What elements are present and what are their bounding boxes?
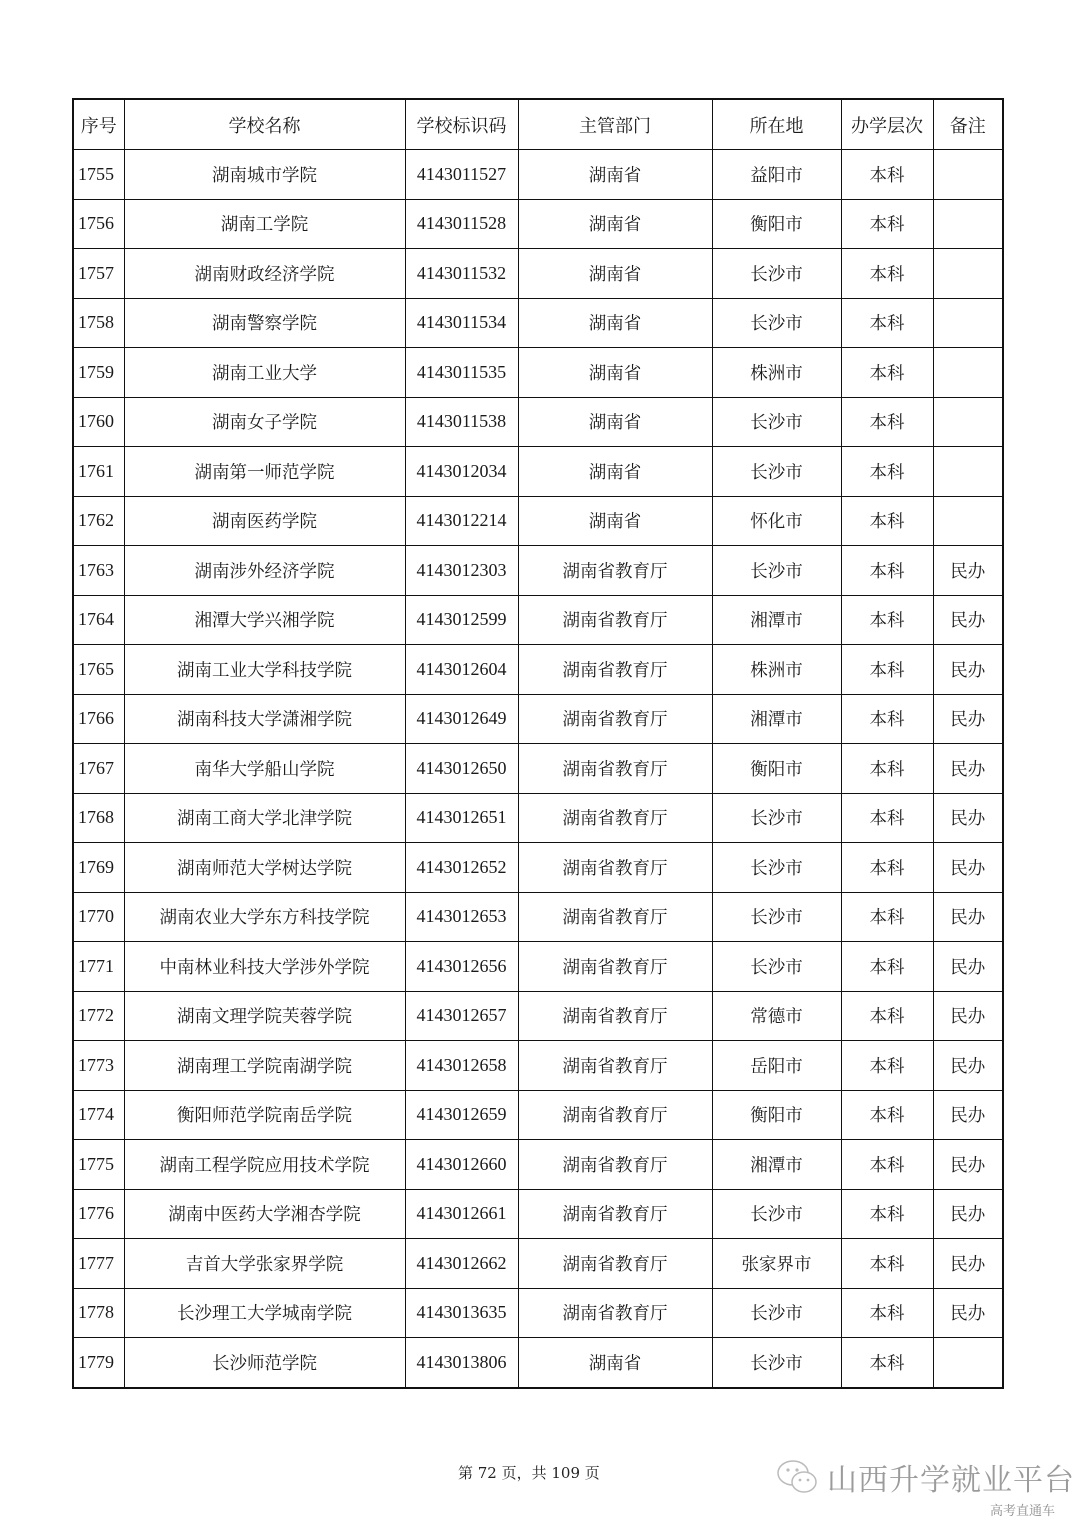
cell-school-code: 4143012657	[405, 991, 518, 1041]
cell-school-code: 4143012652	[405, 843, 518, 893]
cell-authority: 湖南省教育厅	[518, 843, 712, 893]
cell-school-name: 湖南农业大学东方科技学院	[124, 892, 405, 942]
cell-school-name: 湖南文理学院芙蓉学院	[124, 991, 405, 1041]
cell-school-code: 4143012658	[405, 1041, 518, 1091]
cell-location: 衡阳市	[712, 199, 841, 249]
cell-index: 1758	[73, 298, 124, 348]
cell-school-code: 4143012599	[405, 595, 518, 645]
table-row	[73, 645, 1003, 695]
cell-school-name: 湖南工学院	[124, 199, 405, 249]
cell-authority: 湖南省教育厅	[518, 942, 712, 992]
cell-location: 株洲市	[712, 348, 841, 398]
cell-level: 本科	[841, 744, 933, 794]
cell-authority: 湖南省	[518, 249, 712, 299]
cell-remarks: 民办	[933, 1090, 1003, 1140]
cell-school-code: 4143011532	[405, 249, 518, 299]
cell-authority: 湖南省	[518, 397, 712, 447]
cell-level: 本科	[841, 793, 933, 843]
cell-authority: 湖南省教育厅	[518, 744, 712, 794]
table-body	[73, 150, 1003, 1388]
cell-level: 本科	[841, 1288, 933, 1338]
cell-level: 本科	[841, 199, 933, 249]
cell-school-code: 4143012660	[405, 1140, 518, 1190]
cell-location: 长沙市	[712, 397, 841, 447]
cell-index: 1764	[73, 595, 124, 645]
cell-school-name: 湖南女子学院	[124, 397, 405, 447]
cell-level: 本科	[841, 1090, 933, 1140]
cell-school-name: 吉首大学张家界学院	[124, 1239, 405, 1289]
table-row	[73, 397, 1003, 447]
cell-remarks: 民办	[933, 744, 1003, 794]
cell-remarks	[933, 199, 1003, 249]
cell-level: 本科	[841, 1239, 933, 1289]
cell-school-name: 湘潭大学兴湘学院	[124, 595, 405, 645]
cell-remarks	[933, 447, 1003, 497]
cell-school-code: 4143011528	[405, 199, 518, 249]
cell-level: 本科	[841, 991, 933, 1041]
cell-remarks: 民办	[933, 1288, 1003, 1338]
cell-location: 岳阳市	[712, 1041, 841, 1091]
cell-remarks	[933, 348, 1003, 398]
cell-school-name: 湖南中医药大学湘杏学院	[124, 1189, 405, 1239]
cell-index: 1755	[73, 150, 124, 200]
table-row	[73, 546, 1003, 596]
cell-index: 1779	[73, 1338, 124, 1388]
cell-index: 1775	[73, 1140, 124, 1190]
cell-authority: 湖南省教育厅	[518, 1090, 712, 1140]
table-row	[73, 1041, 1003, 1091]
cell-index: 1777	[73, 1239, 124, 1289]
cell-school-name: 南华大学船山学院	[124, 744, 405, 794]
table-row	[73, 793, 1003, 843]
table-row	[73, 1189, 1003, 1239]
cell-index: 1765	[73, 645, 124, 695]
cell-authority: 湖南省教育厅	[518, 892, 712, 942]
watermark-title: 山西升学就业平台	[827, 1463, 1075, 1498]
header-school-name: 学校名称	[124, 99, 405, 150]
cell-school-code: 4143012651	[405, 793, 518, 843]
cell-index: 1772	[73, 991, 124, 1041]
cell-school-name: 湖南工业大学科技学院	[124, 645, 405, 695]
cell-authority: 湖南省	[518, 199, 712, 249]
table-row	[73, 447, 1003, 497]
table-row	[73, 942, 1003, 992]
cell-school-name: 湖南警察学院	[124, 298, 405, 348]
cell-level: 本科	[841, 348, 933, 398]
header-location: 所在地	[712, 99, 841, 150]
cell-school-name: 湖南财政经济学院	[124, 249, 405, 299]
table-row	[73, 150, 1003, 200]
cell-location: 长沙市	[712, 843, 841, 893]
cell-remarks: 民办	[933, 793, 1003, 843]
cell-school-code: 4143012661	[405, 1189, 518, 1239]
cell-index: 1776	[73, 1189, 124, 1239]
cell-level: 本科	[841, 645, 933, 695]
header-authority: 主管部门	[518, 99, 712, 150]
table-row	[73, 496, 1003, 546]
cell-authority: 湖南省教育厅	[518, 1288, 712, 1338]
cell-remarks: 民办	[933, 546, 1003, 596]
cell-index: 1757	[73, 249, 124, 299]
cell-authority: 湖南省教育厅	[518, 1239, 712, 1289]
cell-level: 本科	[841, 843, 933, 893]
cell-remarks: 民办	[933, 645, 1003, 695]
wechat-icon	[775, 1457, 821, 1497]
cell-authority: 湖南省教育厅	[518, 793, 712, 843]
cell-location: 长沙市	[712, 1189, 841, 1239]
header-index: 序号	[73, 99, 124, 150]
table-row	[73, 249, 1003, 299]
cell-index: 1769	[73, 843, 124, 893]
cell-level: 本科	[841, 892, 933, 942]
cell-school-name: 湖南科技大学潇湘学院	[124, 694, 405, 744]
cell-school-code: 4143013806	[405, 1338, 518, 1388]
cell-level: 本科	[841, 496, 933, 546]
header-remarks: 备注	[933, 99, 1003, 150]
cell-school-code: 4143012214	[405, 496, 518, 546]
cell-school-code: 4143012656	[405, 942, 518, 992]
cell-location: 长沙市	[712, 546, 841, 596]
cell-level: 本科	[841, 942, 933, 992]
cell-location: 常德市	[712, 991, 841, 1041]
table-row	[73, 694, 1003, 744]
cell-school-code: 4143011538	[405, 397, 518, 447]
cell-authority: 湖南省	[518, 348, 712, 398]
cell-authority: 湖南省教育厅	[518, 546, 712, 596]
cell-location: 张家界市	[712, 1239, 841, 1289]
cell-level: 本科	[841, 298, 933, 348]
table-header-row	[73, 99, 1003, 150]
cell-school-name: 湖南涉外经济学院	[124, 546, 405, 596]
cell-school-name: 湖南理工学院南湖学院	[124, 1041, 405, 1091]
cell-index: 1760	[73, 397, 124, 447]
cell-location: 长沙市	[712, 1288, 841, 1338]
table-row	[73, 991, 1003, 1041]
table-row	[73, 1140, 1003, 1190]
cell-school-code: 4143011534	[405, 298, 518, 348]
cell-school-name: 湖南医药学院	[124, 496, 405, 546]
cell-level: 本科	[841, 397, 933, 447]
cell-remarks: 民办	[933, 1189, 1003, 1239]
cell-school-name: 中南林业科技大学涉外学院	[124, 942, 405, 992]
cell-location: 长沙市	[712, 1338, 841, 1388]
cell-school-code: 4143013635	[405, 1288, 518, 1338]
cell-location: 长沙市	[712, 249, 841, 299]
cell-authority: 湖南省	[518, 1338, 712, 1388]
cell-authority: 湖南省教育厅	[518, 1041, 712, 1091]
cell-index: 1759	[73, 348, 124, 398]
table-row	[73, 1288, 1003, 1338]
header-school-code: 学校标识码	[405, 99, 518, 150]
cell-location: 长沙市	[712, 298, 841, 348]
cell-index: 1778	[73, 1288, 124, 1338]
cell-authority: 湖南省教育厅	[518, 645, 712, 695]
cell-school-name: 湖南第一师范学院	[124, 447, 405, 497]
cell-school-code: 4143011527	[405, 150, 518, 200]
cell-school-code: 4143012653	[405, 892, 518, 942]
cell-authority: 湖南省	[518, 447, 712, 497]
cell-index: 1774	[73, 1090, 124, 1140]
cell-remarks: 民办	[933, 1239, 1003, 1289]
cell-index: 1767	[73, 744, 124, 794]
cell-level: 本科	[841, 249, 933, 299]
table-row	[73, 1239, 1003, 1289]
table-row	[73, 199, 1003, 249]
cell-index: 1768	[73, 793, 124, 843]
cell-index: 1756	[73, 199, 124, 249]
cell-level: 本科	[841, 546, 933, 596]
cell-index: 1771	[73, 942, 124, 992]
cell-remarks: 民办	[933, 843, 1003, 893]
cell-school-name: 长沙理工大学城南学院	[124, 1288, 405, 1338]
table-row	[73, 744, 1003, 794]
cell-location: 湘潭市	[712, 1140, 841, 1190]
page-number: 第 72 页，共 109 页	[458, 1464, 600, 1482]
cell-school-code: 4143011535	[405, 348, 518, 398]
cell-location: 湘潭市	[712, 694, 841, 744]
watermark-subtitle: 高考直通车	[990, 1504, 1056, 1519]
cell-remarks: 民办	[933, 595, 1003, 645]
cell-remarks: 民办	[933, 892, 1003, 942]
cell-authority: 湖南省教育厅	[518, 694, 712, 744]
cell-location: 长沙市	[712, 447, 841, 497]
table-row	[73, 595, 1003, 645]
cell-remarks: 民办	[933, 942, 1003, 992]
cell-authority: 湖南省	[518, 150, 712, 200]
cell-index: 1766	[73, 694, 124, 744]
cell-remarks: 民办	[933, 1140, 1003, 1190]
school-list-table	[72, 98, 1004, 1389]
table-row	[73, 892, 1003, 942]
table-row	[73, 1338, 1003, 1388]
cell-level: 本科	[841, 694, 933, 744]
cell-school-code: 4143012604	[405, 645, 518, 695]
cell-remarks	[933, 150, 1003, 200]
cell-level: 本科	[841, 1338, 933, 1388]
cell-level: 本科	[841, 595, 933, 645]
table-row	[73, 1090, 1003, 1140]
cell-authority: 湖南省教育厅	[518, 595, 712, 645]
cell-level: 本科	[841, 150, 933, 200]
cell-remarks: 民办	[933, 991, 1003, 1041]
cell-level: 本科	[841, 447, 933, 497]
cell-remarks	[933, 1338, 1003, 1388]
cell-index: 1770	[73, 892, 124, 942]
table-row	[73, 298, 1003, 348]
cell-school-name: 湖南城市学院	[124, 150, 405, 200]
cell-authority: 湖南省教育厅	[518, 1140, 712, 1190]
cell-remarks	[933, 249, 1003, 299]
cell-level: 本科	[841, 1140, 933, 1190]
cell-remarks	[933, 298, 1003, 348]
cell-authority: 湖南省	[518, 298, 712, 348]
cell-location: 益阳市	[712, 150, 841, 200]
cell-school-name: 湖南工商大学北津学院	[124, 793, 405, 843]
cell-authority: 湖南省教育厅	[518, 991, 712, 1041]
cell-location: 长沙市	[712, 892, 841, 942]
cell-school-code: 4143012303	[405, 546, 518, 596]
cell-school-name: 长沙师范学院	[124, 1338, 405, 1388]
table-row	[73, 843, 1003, 893]
cell-school-name: 湖南师范大学树达学院	[124, 843, 405, 893]
cell-level: 本科	[841, 1041, 933, 1091]
cell-school-name: 湖南工业大学	[124, 348, 405, 398]
cell-school-code: 4143012662	[405, 1239, 518, 1289]
cell-school-code: 4143012659	[405, 1090, 518, 1140]
cell-remarks: 民办	[933, 1041, 1003, 1091]
table-row	[73, 348, 1003, 398]
cell-school-name: 衡阳师范学院南岳学院	[124, 1090, 405, 1140]
header-level: 办学层次	[841, 99, 933, 150]
cell-remarks: 民办	[933, 694, 1003, 744]
cell-school-code: 4143012649	[405, 694, 518, 744]
cell-location: 衡阳市	[712, 744, 841, 794]
watermark	[775, 1455, 1075, 1499]
cell-index: 1762	[73, 496, 124, 546]
cell-index: 1773	[73, 1041, 124, 1091]
cell-school-code: 4143012034	[405, 447, 518, 497]
cell-school-code: 4143012650	[405, 744, 518, 794]
cell-index: 1761	[73, 447, 124, 497]
cell-school-name: 湖南工程学院应用技术学院	[124, 1140, 405, 1190]
cell-remarks	[933, 397, 1003, 447]
cell-location: 湘潭市	[712, 595, 841, 645]
cell-remarks	[933, 496, 1003, 546]
cell-level: 本科	[841, 1189, 933, 1239]
cell-index: 1763	[73, 546, 124, 596]
cell-location: 长沙市	[712, 942, 841, 992]
cell-location: 长沙市	[712, 793, 841, 843]
cell-authority: 湖南省教育厅	[518, 1189, 712, 1239]
cell-location: 衡阳市	[712, 1090, 841, 1140]
cell-location: 株洲市	[712, 645, 841, 695]
cell-location: 怀化市	[712, 496, 841, 546]
cell-authority: 湖南省	[518, 496, 712, 546]
